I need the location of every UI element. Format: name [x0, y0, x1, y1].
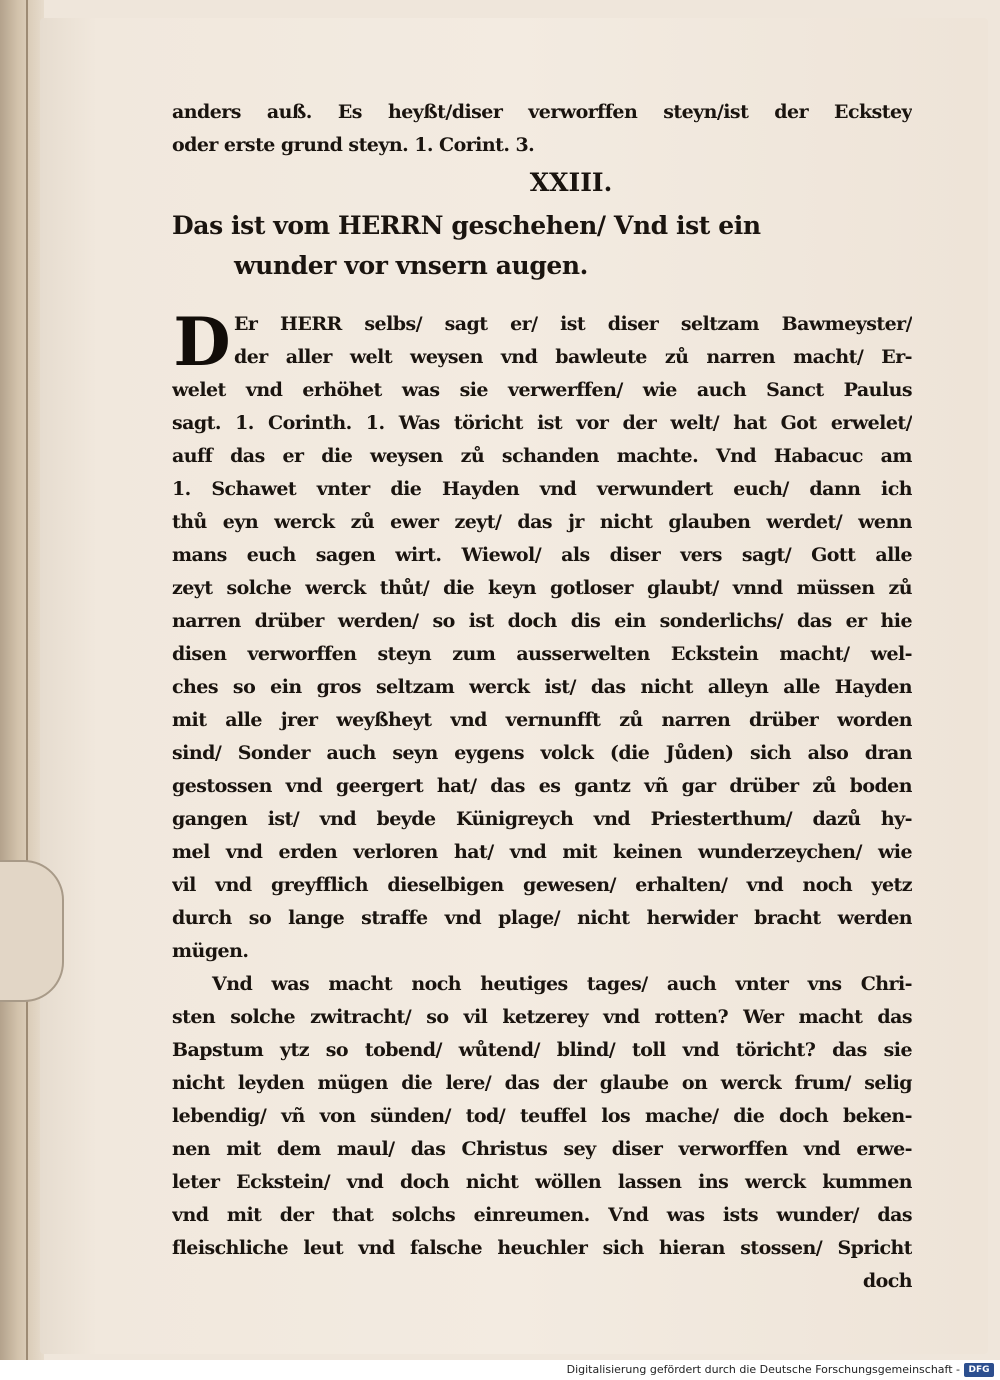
body-line: gestossen vnd geergert hat/ das es gantz vñ gar drüber zů boden — [172, 775, 912, 797]
body-line: gangen ist/ vnd beyde Künigreych vnd Priesterthum/ dazů hy- — [172, 808, 912, 830]
catchword: doch — [862, 1270, 912, 1292]
body-line: vnd mit der that solchs einreumen. Vnd was ists wunder/ das — [172, 1204, 912, 1226]
body-line: sagt. 1. Corinth. 1. Was töricht ist vor der welt/ hat Got erwelet/ — [172, 412, 912, 434]
drop-capital: D — [173, 303, 231, 381]
footer-credit: Digitalisierung gefördert durch die Deutsche Forschungsgemeinschaft - — [566, 1363, 960, 1376]
body-line: thů eyn werck zů ewer zeyt/ das jr nicht glauben werdet/ wenn — [172, 511, 912, 533]
body-line: mit alle jrer weyßheyt vnd vernunfft zů narren drüber worden — [172, 709, 912, 731]
body-text — [172, 303, 912, 1298]
body-line: zeyt solche werck thůt/ die keyn gotloser glaubt/ vnnd müssen zů — [172, 577, 912, 599]
book-spine — [0, 0, 44, 1360]
body-line: nicht leyden mügen die lere/ das der glaube on werck frum/ selig — [172, 1072, 912, 1094]
dfg-logo-icon: DFG — [964, 1363, 994, 1377]
body-line-last: mügen. — [172, 940, 249, 962]
body-line: lebendig/ vñ von sünden/ tod/ teuffel los mache/ die doch beken- — [172, 1105, 912, 1127]
body-line: mans euch sagen wirt. Wiewol/ als diser vers sagt/ Gott alle — [172, 544, 912, 566]
body-line: Bapstum ytz so tobend/ wůtend/ blind/ toll vnd töricht? das sie — [172, 1039, 912, 1061]
body-line: fleischliche leut vnd falsche heuchler sich hieran stossen/ Spricht — [172, 1237, 912, 1259]
body-line: 1. Schawet vnter die Hayden vnd verwundert euch/ dann ich — [172, 478, 912, 500]
body-line: vil vnd greyfflich dieselbigen gewesen/ erhalten/ vnd noch yetz — [172, 874, 912, 896]
paragraph-2-first-line: Vnd was macht noch heutiges tages/ auch vnter vns Chri- — [212, 973, 912, 995]
section-number: XXIII. — [529, 168, 613, 197]
body-line: Er HERR selbs/ sagt er/ ist diser seltzam Bawmeyster/ — [234, 313, 912, 335]
body-line: narren drüber werden/ so ist doch dis ein sonderlichs/ das er hie — [172, 610, 912, 632]
body-line: mel vnd erden verloren hat/ vnd mit keinen wunderzeychen/ wie — [172, 841, 912, 863]
body-line: auff das er die weysen zů schanden machte. Vnd Habacuc am — [172, 445, 912, 467]
body-line: ches so ein gros seltzam werck ist/ das nicht alleyn alle Hayden — [172, 676, 912, 698]
body-line: durch so lange straffe vnd plage/ nicht herwider bracht werden — [172, 907, 912, 929]
body-line: welet vnd erhöhet was sie verwerffen/ wie auch Sanct Paulus — [172, 379, 912, 401]
header-line-1: anders auß. Es heyßt/diser verworffen steyn/ist der Eckstey — [172, 101, 912, 123]
body-line: sten solche zwitracht/ so vil ketzerey vnd rotten? Wer macht das — [172, 1006, 912, 1028]
section-title-line-1: Das ist vom HERRN geschehen/ Vnd ist ein — [172, 211, 761, 240]
page-clip — [0, 860, 64, 1002]
body-line: disen verworffen steyn zum ausserwelten Eckstein macht/ wel- — [172, 643, 912, 665]
body-line: der aller welt weysen vnd bawleute zů narren macht/ Er- — [234, 346, 912, 368]
body-line: sind/ Sonder auch seyn eygens volck (die Jůden) sich also dran — [172, 742, 912, 764]
body-line: nen mit dem maul/ das Christus sey diser verworffen vnd erwe- — [172, 1138, 912, 1160]
page-content — [172, 96, 912, 1298]
section-title-line-2: wunder vor vnsern augen. — [234, 251, 588, 280]
body-line: leter Eckstein/ vnd doch nicht wöllen lassen ins werck kummen — [172, 1171, 912, 1193]
spine-edge — [26, 0, 28, 1360]
footer-bar — [0, 1360, 1000, 1380]
header-line-2: oder erste grund steyn. 1. Corint. 3. — [172, 134, 535, 156]
